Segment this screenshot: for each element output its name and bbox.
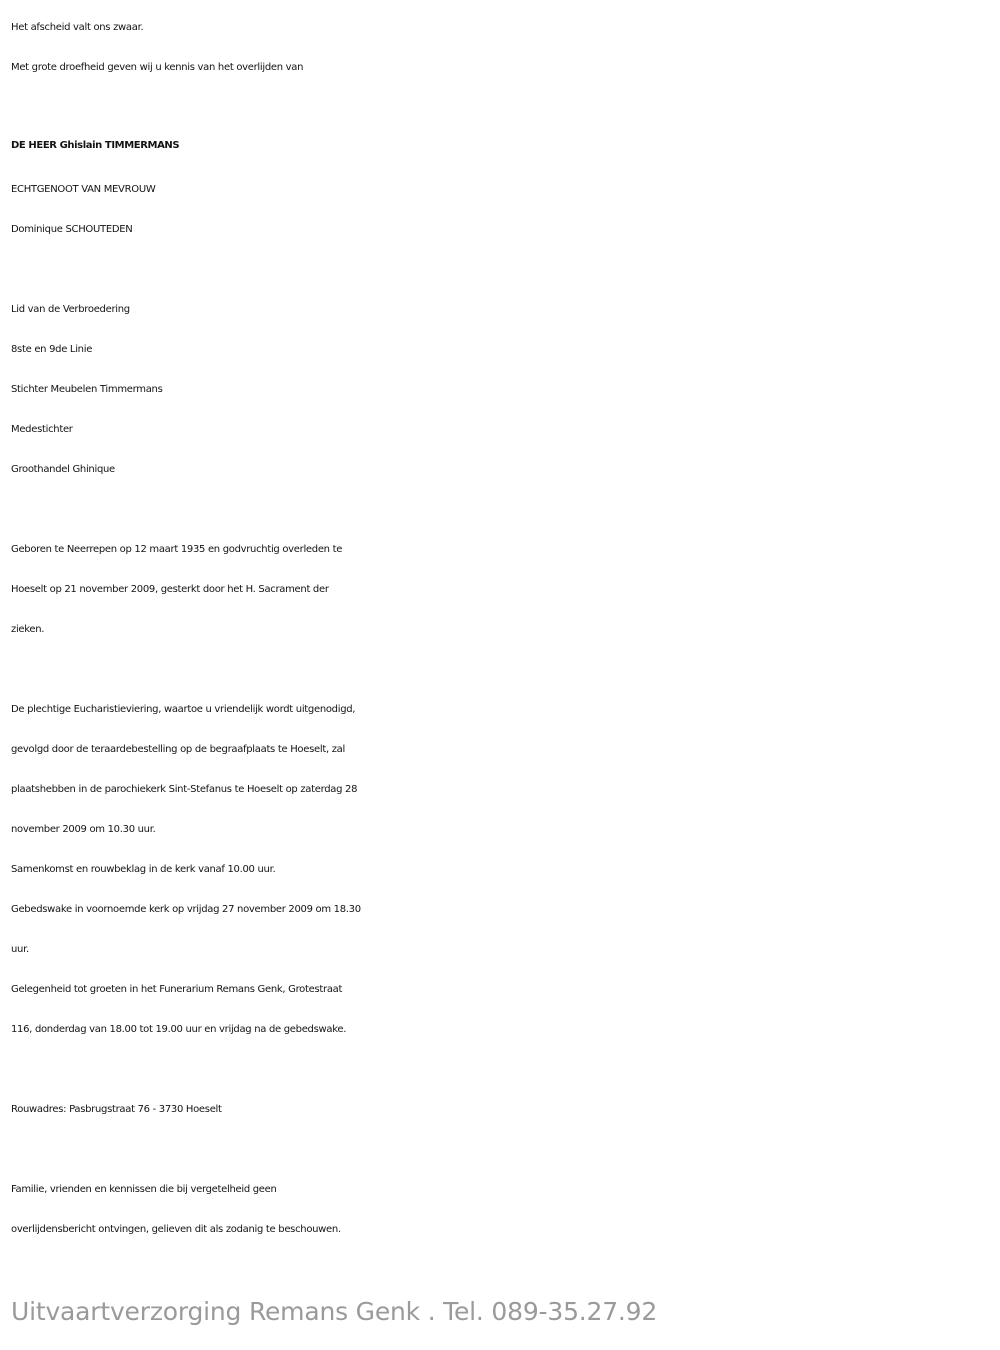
affiliation-line: Medestichter bbox=[11, 424, 73, 435]
ceremony-block bbox=[11, 690, 993, 1050]
affiliations-block bbox=[11, 290, 993, 490]
spouse-line: Dominique SCHOUTEDEN bbox=[11, 224, 133, 235]
affiliation-line: 8ste en 9de Linie bbox=[11, 344, 93, 355]
spacer bbox=[11, 650, 993, 690]
birth-death-line: Geboren te Neerrepen op 12 maart 1935 en godvruchtig overleden te bbox=[11, 544, 343, 555]
deceased-name: DE HEER Ghislain TIMMERMANS bbox=[11, 140, 180, 151]
spacer bbox=[11, 250, 993, 290]
ceremony-line: november 2009 om 10.30 uur. bbox=[11, 824, 156, 835]
affiliation-line: Groothandel Ghinique bbox=[11, 464, 115, 475]
ceremony-line: uur. bbox=[11, 944, 29, 955]
closing-block bbox=[11, 1170, 993, 1250]
spacer bbox=[11, 1050, 993, 1090]
intro-line: Het afscheid valt ons zwaar. bbox=[11, 22, 144, 33]
spouse-block bbox=[11, 170, 993, 250]
ceremony-line: Gelegenheid tot groeten in het Funerarium Remans Genk, Grotestraat bbox=[11, 984, 343, 995]
ceremony-line: plaatshebben in de parochiekerk Sint-Stefanus te Hoeselt op zaterdag 28 bbox=[11, 784, 358, 795]
closing-line: overlijdensbericht ontvingen, gelieven dit als zodanig te beschouwen. bbox=[11, 1224, 341, 1235]
ceremony-line: gevolgd door de teraardebestelling op de begraafplaats te Hoeselt, zal bbox=[11, 744, 345, 755]
ceremony-line: Gebedswake in voornoemde kerk op vrijdag 27 november 2009 om 18.30 bbox=[11, 904, 361, 915]
death-notice bbox=[11, 8, 993, 1250]
affiliation-line: Stichter Meubelen Timmermans bbox=[11, 384, 163, 395]
spacer bbox=[11, 1130, 993, 1170]
intro-block bbox=[11, 8, 993, 88]
affiliation-line: Lid van de Verbroedering bbox=[11, 304, 130, 315]
birth-death-line: zieken. bbox=[11, 624, 45, 635]
birth-death-line: Hoeselt op 21 november 2009, gesterkt door het H. Sacrament der bbox=[11, 584, 329, 595]
spouse-line: ECHTGENOOT VAN MEVROUW bbox=[11, 184, 156, 195]
mourning-address: Rouwadres: Pasbrugstraat 76 - 3730 Hoeselt bbox=[11, 1104, 222, 1115]
funeral-home-footer: Uitvaartverzorging Remans Genk . Tel. 089-35.27.92 bbox=[11, 1297, 658, 1326]
ceremony-line: De plechtige Eucharistieviering, waartoe u vriendelijk wordt uitgenodigd, bbox=[11, 704, 356, 715]
closing-line: Familie, vrienden en kennissen die bij vergetelheid geen bbox=[11, 1184, 277, 1195]
spacer bbox=[11, 490, 993, 530]
intro-line: Met grote droefheid geven wij u kennis van het overlijden van bbox=[11, 62, 304, 73]
birth-death-block bbox=[11, 530, 993, 650]
spacer bbox=[11, 88, 993, 122]
ceremony-line: Samenkomst en rouwbeklag in de kerk vanaf 10.00 uur. bbox=[11, 864, 276, 875]
ceremony-line: 116, donderdag van 18.00 tot 19.00 uur en vrijdag na de gebedswake. bbox=[11, 1024, 347, 1035]
